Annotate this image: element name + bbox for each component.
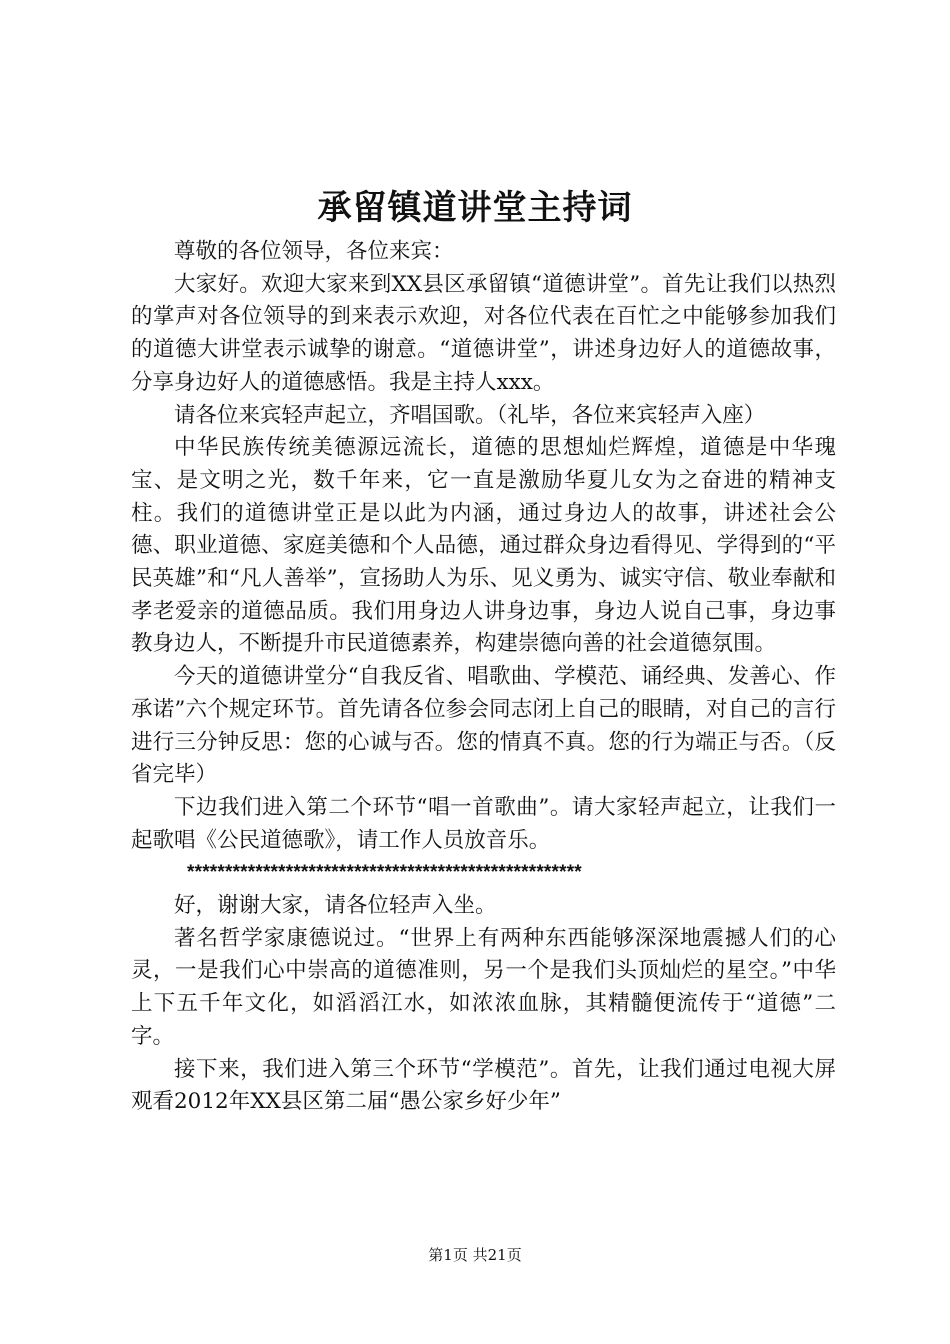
page-footer: 第1页 共21页 <box>428 1246 522 1264</box>
separator-line: **************************************************** <box>187 862 582 884</box>
paragraph-greeting: 尊敬的各位领导，各位来宾： <box>174 239 454 264</box>
paragraph-anthem: 请各位来宾轻声起立，齐唱国歌。（礼毕，各位来宾轻声入座） <box>174 402 766 428</box>
paragraph-kant-quote: 著名哲学家康德说过。“世界上有两种东西能够深深地震撼人们的心灵，一是我们心中崇高的道德准则，另一个是我们头顶灿烂的星空。”中华上下五千年文化，如滔滔江水，如浓浓血脉，其精髓便流传于“道德”二字。 <box>131 925 836 1049</box>
document-title: 承留镇道讲堂主持词 <box>317 188 633 228</box>
paragraph-agenda: 今天的道德讲堂分“自我反省、唱歌曲、学模范、诵经典、发善心、作承诺”六个规定环节。首先请各位参会同志闭上自己的眼睛，对自己的言行进行三分钟反思：您的心诚与否。您的情真不真。您的行为端正与否。（反省完毕） <box>131 664 836 788</box>
paragraph-tradition: 中华民族传统美德源远流长，道德的思想灿烂辉煌，道德是中华瑰宝、是文明之光，数千年来，它一直是激励华夏儿女为之奋进的精神支柱。我们的道德讲堂正是以此为内涵，通过身边人的故事，讲述社会公德、职业道德、家庭美德和个人品德，通过群众身边看得见、学得到的“平民英雄”和“凡人善举”，宣扬助人为乐、见义勇为、诚实守信、敬业奉献和孝老爱亲的道德品质。我们用身边人讲身边事，身边人说自己事，身边事教身边人，不断提升市民道德素养，构建崇德向善的社会道德氛围。 <box>131 435 836 657</box>
paragraph-third-segment: 接下来，我们进入第三个环节“学模范”。首先，让我们通过电视大屏观看2012年XX县区第二届“愚公家乡好少年” <box>131 1056 836 1115</box>
paragraph-song: 下边我们进入第二个环节“唱一首歌曲”。请大家轻声起立，让我们一起歌唱《公民道德歌》，请工作人员放音乐。 <box>131 794 836 853</box>
paragraph-welcome: 大家好。欢迎大家来到XX县区承留镇“道德讲堂”。首先让我们以热烈的掌声对各位领导的到来表示欢迎，对各位代表在百忙之中能够参加我们的道德大讲堂表示诚挚的谢意。“道德讲堂”，讲述身边好人的道德故事，分享身边好人的道德感悟。我是主持人xxx。 <box>131 271 836 395</box>
document-body <box>131 236 836 1119</box>
paragraph-thanks: 好，谢谢大家，请各位轻声入坐。 <box>174 893 497 919</box>
